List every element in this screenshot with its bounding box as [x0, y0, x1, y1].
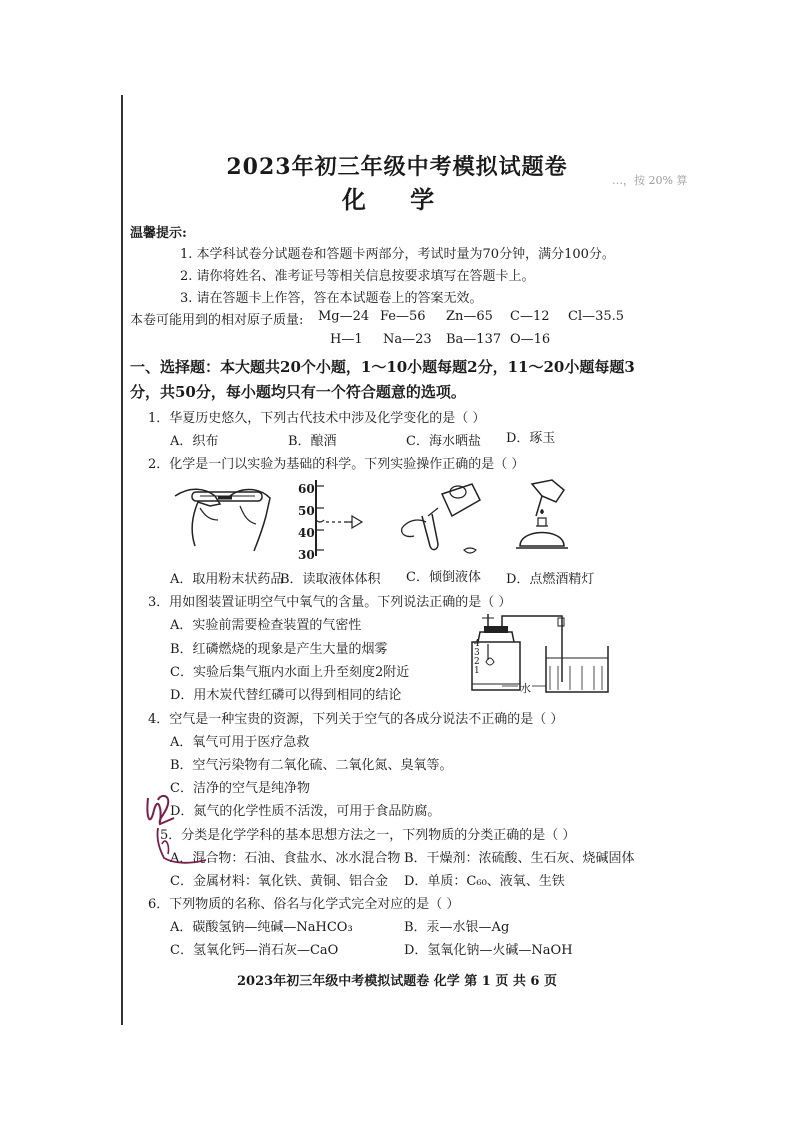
- notice-item-1: 1. 本学科试卷分试题卷和答题卡两部分，考试时量为70分钟，满分100分。: [180, 247, 615, 262]
- cylinder-tick-30: 30: [298, 548, 315, 562]
- notice-heading: 温馨提示:: [130, 226, 187, 241]
- figure-oxygen-apparatus: [462, 612, 618, 698]
- cylinder-tick-60: 60: [298, 482, 315, 496]
- handwritten-pen-marks: [140, 788, 220, 878]
- question-5-stem: 5．分类是化学学科的基本思想方法之一，下列物质的分类正确的是（ ）: [160, 828, 576, 843]
- question-2-stem: 2．化学是一门以实验为基础的科学。下列实验操作正确的是（ ）: [148, 457, 525, 472]
- atomic-mass: Mg—24: [318, 309, 370, 324]
- question-3-option-d: D．用木炭代替红磷可以得到相同的结论: [170, 688, 402, 703]
- atomic-mass: H—1: [330, 332, 363, 347]
- bottle-scale-2: 2: [474, 657, 480, 667]
- question-6-option-c: C．氢氧化钙—消石灰—CaO: [170, 943, 339, 958]
- atomic-mass-intro: 本卷可能用到的相对原子质量:: [130, 313, 304, 328]
- subject-title: 化 学: [341, 185, 453, 214]
- cylinder-tick-40: 40: [298, 526, 315, 540]
- question-3-option-c: C．实验后集气瓶内水面上升至刻度2附近: [170, 665, 410, 680]
- question-4-option-a: A．氧气可用于医疗急救: [170, 735, 310, 750]
- question-4-option-d: D．氮气的化学性质不活泼，可用于食品防腐。: [170, 804, 441, 819]
- water-label: 水: [520, 682, 531, 695]
- question-4-option-b: B．空气污染物有二氧化硫、二氧化氮、臭氧等。: [170, 758, 453, 773]
- question-4-stem: 4．空气是一种宝贵的资源，下列关于空气的各成分说法不正确的是（ ）: [148, 712, 564, 727]
- figure-powder-sampling: [170, 476, 280, 556]
- figure-alcohol-lamp: [502, 476, 582, 562]
- atomic-mass: Na—23: [383, 332, 432, 347]
- question-3-option-b: B．红磷燃烧的现象是产生大量的烟雾: [170, 642, 388, 657]
- question-1-option-b: B．酿酒: [288, 434, 337, 449]
- atomic-mass: Fe—56: [380, 309, 426, 324]
- atomic-mass: Ba—137: [446, 332, 502, 347]
- cylinder-tick-labels: [298, 478, 315, 566]
- question-2-option-a: A．取用粉末状药品: [170, 572, 284, 587]
- bottle-scale-3: 3: [474, 648, 480, 658]
- notice-item-2: 2. 请你将姓名、准考证号等相关信息按要求填写在答题卡上。: [180, 269, 535, 284]
- question-5-option-a: A．混合物：石油、食盐水、冰水混合物: [170, 851, 401, 866]
- question-6-option-d: D．氢氧化钠—火碱—NaOH: [404, 943, 573, 958]
- bottle-scale-4: 4: [474, 639, 480, 649]
- question-5-option-b: B．干燥剂：浓硫酸、生石灰、烧碱固体: [404, 851, 635, 866]
- question-6-stem: 6．下列物质的名称、俗名与化学式完全对应的是（ ）: [148, 897, 460, 912]
- question-2-option-c: C．倾倒液体: [406, 570, 481, 585]
- question-1-option-d: D．琢玉: [506, 431, 556, 446]
- page-footer: 2023年初三年级中考模拟试题卷 化学 第 1 页 共 6 页: [237, 974, 557, 989]
- question-2-option-d: D．点燃酒精灯: [506, 572, 595, 587]
- atomic-mass: Cl—35.5: [568, 309, 625, 324]
- exam-title: 2023年初三年级中考模拟试题卷: [226, 154, 568, 180]
- figure-pouring-liquid: [392, 476, 492, 560]
- question-3-stem: 3．用如图装置证明空气中氧气的含量。下列说法正确的是（ ）: [148, 595, 512, 610]
- question-6-option-b: B．汞—水银—Ag: [404, 920, 510, 935]
- question-1-stem: 1．华夏历史悠久，下列古代技术中涉及化学变化的是（ ）: [148, 411, 486, 426]
- question-5-option-c: C．金属材料：氧化铁、黄铜、铝合金: [170, 874, 388, 889]
- bleed-through-text: …，按 20% 算: [612, 174, 688, 187]
- binding-margin-line: [121, 95, 123, 1025]
- section-heading-line-2: 分，共50分，每小题均只有一个符合题意的选项。: [130, 383, 466, 401]
- question-3-option-a: A．实验前需要检查装置的气密性: [170, 618, 362, 633]
- question-1-option-c: C．海水晒盐: [406, 434, 481, 449]
- bottle-scale-labels: [474, 640, 480, 676]
- bottle-scale-1: 1: [474, 666, 480, 676]
- cylinder-tick-50: 50: [298, 504, 315, 518]
- notice-item-3: 3. 请在答题卡上作答，答在本试题卷上的答案无效。: [180, 291, 483, 306]
- atomic-mass: Zn—65: [446, 309, 493, 324]
- question-2-option-b: B．读取液体体积: [280, 572, 381, 587]
- atomic-mass: O—16: [510, 332, 551, 347]
- question-6-option-a: A．碳酸氢钠—纯碱—NaHCO₃: [170, 920, 353, 935]
- question-1-option-a: A．织布: [170, 434, 219, 449]
- atomic-mass: C—12: [510, 309, 550, 324]
- section-heading-line-1: 一、选择题：本大题共20个小题，1～10小题每题2分，11～20小题每题3: [130, 358, 635, 376]
- question-4-option-c: C．洁净的空气是纯净物: [170, 781, 310, 796]
- question-5-option-d: D．单质：C₆₀、液氧、生铁: [404, 874, 565, 889]
